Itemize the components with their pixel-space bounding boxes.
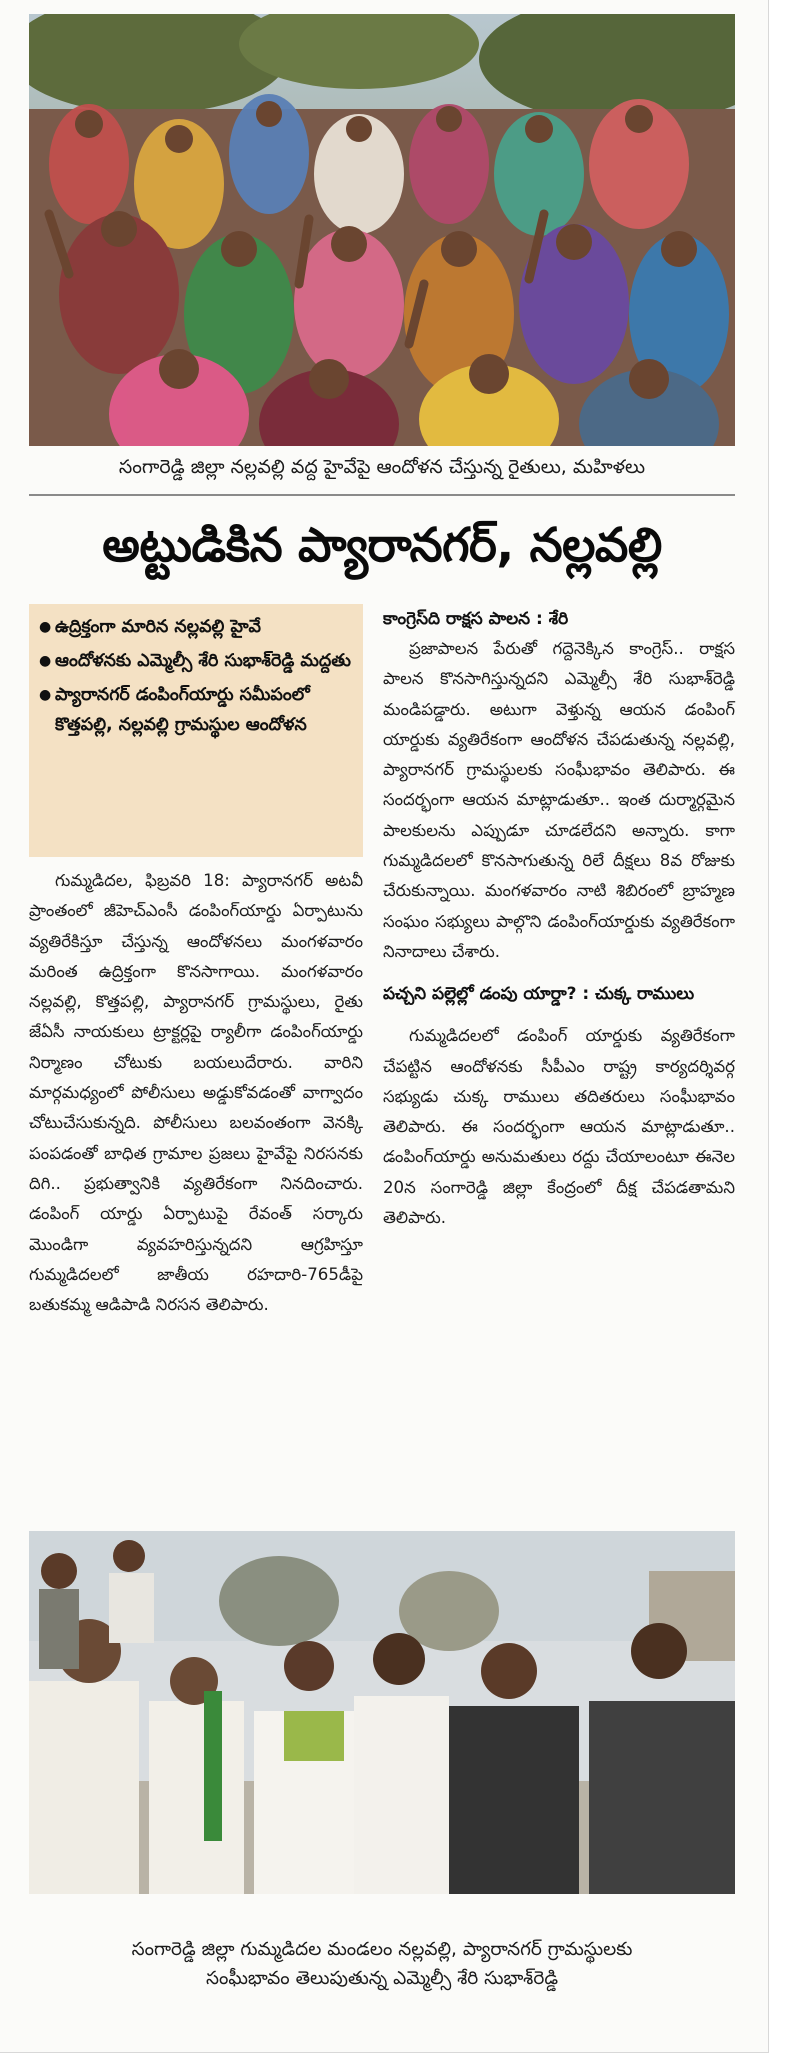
article-body-left [29,866,363,1320]
subheading: పచ్చని పల్లెల్లో డంపు యార్డా? : చుక్క రాములు [383,984,695,1005]
protest-photo-image [29,14,735,446]
highlight-text: ఉద్రిక్తంగా మారిన నల్లవల్లి హైవే [55,617,261,637]
photo-caption-top: సంగారెడ్డి జిల్లా నల్లవల్లి వద్ద హైవేపై ఆందోళన చేస్తున్న రైతులు, మహిళలు [118,456,646,478]
subheading: కాంగ్రెస్‌ది రాక్షస పాలన : శేరి [383,609,569,629]
bullet-icon: ● [39,687,52,703]
highlight-item [39,646,355,676]
body-paragraph: గుమ్మడిదలలో డంపింగ్ యార్డుకు వ్యతిరేకంగా చేపట్టిన ఆందోళనకు సీపీఎం రాష్ట్ర కార్యదర్శివర్గ సభ్యుడు చుక్క రాములు తదితరులు సంఘీభావం తెలిపారు. ఈ సందర్భంగా ఆయన మాట్లాడుతూ.. డంపింగ్‌యార్డు అనుమతులు రద్దు చేయాలంటూ ఈనెల 20న సంగారెడ్డి జిల్లా కేంద్రంలో దీక్ష చేపడతామని తెలిపారు. [383,1026,735,1228]
highlights-box [29,604,363,857]
bullet-icon: ● [39,653,52,669]
protest-photo [29,14,735,446]
highlight-text: ఆందోళనకు ఎమ్మెల్సీ శేరి సుభాశ్‌రెడ్డి మద్దతు [55,651,351,671]
article-body-right [383,604,735,1233]
highlight-item [39,612,355,642]
caption-line: సంఘీభావం తెలుపుతున్న ఎమ్మెల్సీ శేరి సుభాశ్‌రెడ్డి [205,1968,559,1989]
headline: అట్టుడికిన ప్యారానగర్, నల్లవల్లి [102,518,662,573]
photo-caption-bottom [29,1935,735,1993]
caption-line: సంగారెడ్డి జిల్లా గుమ్మడిదల మండలం నల్లవల్లి, ప్యారానగర్ గ్రామస్థులకు [131,1939,633,1960]
highlight-item [39,680,355,740]
body-paragraph: గుమ్మడిదల, ఫిబ్రవరి 18: ప్యారానగర్ అటవీ ప్రాంతంలో జీహెచ్‌ఎంసీ డంపింగ్‌యార్డు ఏర్పాటును వ్యతిరేకిస్తూ చేస్తున్న ఆందోళనలు మంగళవారం మరింత ఉద్రిక్తంగా కొనసాగాయి. మంగళవారం నల్లవల్లి, కొత్తపల్లి, ప్యారానగర్ గ్రామస్థులు, రైతు జేఏసీ నాయకులు ట్రాక్టర్లపై ర్యాలీగా డంపింగ్‌యార్డు నిర్మాణం చోటుకు బయలుదేరారు. వారిని మార్గమధ్యంలో పోలీసులు అడ్డుకోవడంతో వాగ్వాదం చోటుచేసుకున్నది. పోలీసులు బలవంతంగా వెనక్కి పంపడంతో బాధిత గ్రామాల ప్రజలు హైవేపై నిరసనకు దిగి.. ప్రభుత్వానికి వ్యతిరేకంగా నినదించారు. డంపింగ్ యార్డు ఏర్పాటుపై రేవంత్ సర్కారు మొండిగా వ్యవహరిస్తున్నదని ఆగ్రహిస్తూ గుమ్మడిదలలో జాతీయ రహదారి-765డీపై బతుకమ్మ ఆడిపాడి నిరసన తెలిపారు. [29,871,363,1315]
solidarity-photo [29,1531,735,1894]
body-paragraph: ప్రజాపాలన పేరుతో గద్దెనెక్కిన కాంగ్రెస్.. రాక్షస పాలన కొనసాగిస్తున్నదని ఎమ్మెల్సీ శేరి సుభాశ్‌రెడ్డి మండిపడ్డారు. అటుగా వెళ్తున్న ఆయన డంపింగ్ యార్డుకు వ్యతిరేకంగా ఆందోళన చేపడుతున్న నల్లవల్లి, ప్యారానగర్ గ్రామస్థులకు సంఘీభావం తెలిపారు. ఈ సందర్భంగా ఆయన మాట్లాడుతూ.. ఇంత దుర్మార్గమైన పాలకులను ఎప్పుడూ చూడలేదని అన్నారు. కాగా గుమ్మడిదలలో కొనసాగుతున్న రిలే దీక్షలు 8వ రోజుకు చేరుకున్నాయి. మంగళవారం నాటి శిబిరంలో బ్రాహ్మణ సంఘం సభ్యులు పాల్గొని డంపింగ్‌యార్డుకు వ్యతిరేకంగా నినాదాలు చేశారు. [383,639,735,961]
highlight-text: ప్యారానగర్ డంపింగ్‌యార్డు సమీపంలో కొత్తపల్లి, నల్లవల్లి గ్రామస్థుల ఆందోళన [55,685,310,735]
solidarity-photo-image [29,1531,735,1894]
bullet-icon: ● [39,619,52,635]
section-divider [29,494,735,496]
